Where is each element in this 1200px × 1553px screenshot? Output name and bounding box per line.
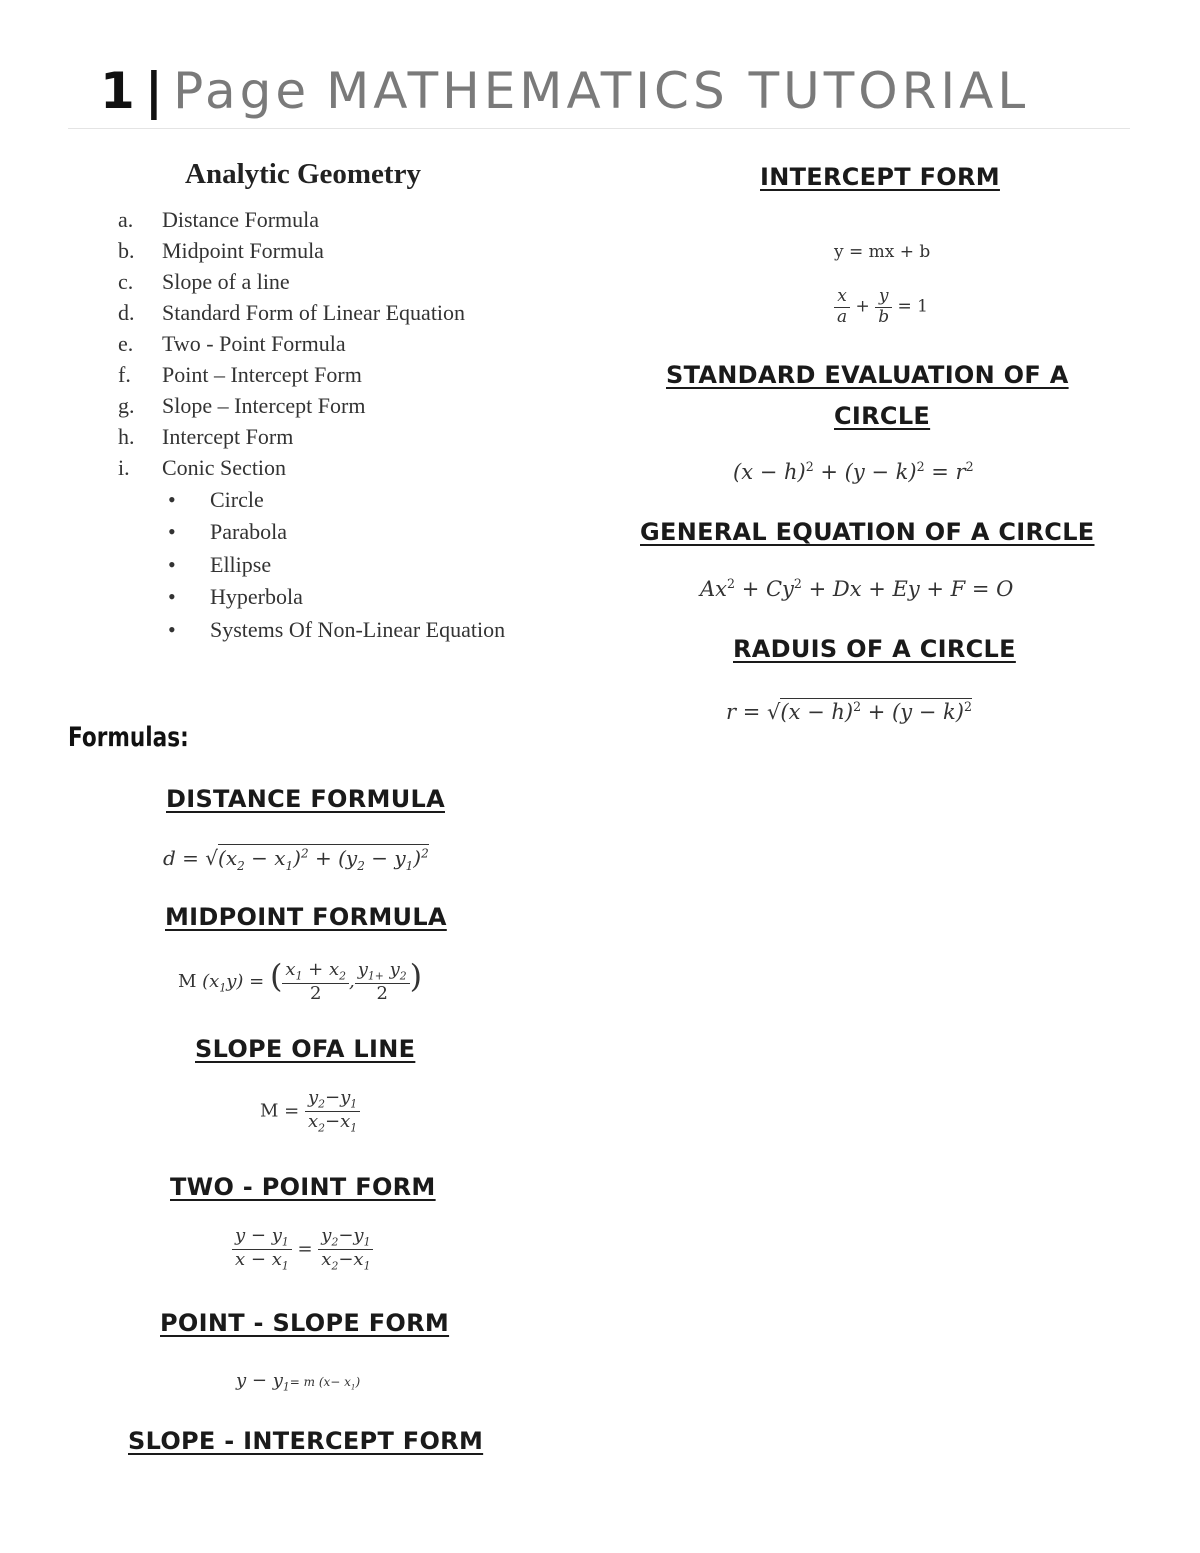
distance-formula-heading: DISTANCE FORMULA (166, 785, 445, 813)
toc-subitem: • Ellipse (168, 552, 272, 577)
point-slope-form-heading: POINT - SLOPE FORM (160, 1309, 450, 1337)
toc-item: f. Point – Intercept Form (118, 362, 362, 387)
page-number: 1 (100, 62, 139, 120)
midpoint-formula-heading: MIDPOINT FORMULA (165, 903, 447, 931)
general-circle-equation: $Ax^2 + Cy^2 + Dx + Ey + F = O$ (700, 576, 1014, 601)
formulas-label: Formulas: (68, 722, 189, 753)
toc-title: Analytic Geometry (185, 158, 421, 190)
radius-circle-heading: RADUIS OF A CIRCLE (733, 635, 1016, 663)
header-divider (68, 128, 1130, 129)
slope-intercept-form-heading: SLOPE - INTERCEPT FORM (128, 1427, 484, 1455)
intercept-form-equation: $\frac{x}{a}$ + $\frac{y}{b}$ = 1 (834, 287, 928, 327)
standard-circle-heading-line2: CIRCLE (834, 402, 931, 430)
toc-subitem: • Parabola (168, 519, 287, 544)
slope-formula: M = $\frac{y_2-y_1}{x_2-x_1}$ (260, 1088, 360, 1135)
standard-circle-equation: $(x - h)^2 + (y - k)^2 = r^2$ (733, 459, 974, 484)
document-title: MATHEMATICS TUTORIAL (326, 62, 1030, 120)
toc-item: g. Slope – Intercept Form (118, 393, 366, 418)
page-word: Page (173, 62, 311, 120)
header-separator: | (144, 62, 168, 120)
toc-subitem: • Systems Of Non-Linear Equation (168, 617, 506, 642)
distance-formula: $d = √(x_2 - x_1)^2 + (y_2 - y_1)^2$ (163, 846, 429, 873)
radius-circle-equation: $r = √(x - h)^2 + (y - k)^2$ (726, 699, 972, 724)
intercept-form-heading: INTERCEPT FORM (760, 163, 1000, 191)
slope-intercept-equation: y = mx + b (834, 242, 931, 262)
point-slope-formula: $y - y_1= m$ $(x- x_1)$ (236, 1370, 361, 1394)
slope-formula-heading: SLOPE OFA LINE (195, 1035, 416, 1063)
toc-subitem: • Hyperbola (168, 584, 303, 609)
toc-item: e. Two - Point Formula (118, 331, 346, 356)
general-circle-heading: GENERAL EQUATION OF A CIRCLE (640, 518, 1095, 546)
toc-subitem: • Circle (168, 487, 264, 512)
toc-item: h. Intercept Form (118, 424, 294, 449)
toc-item: d. Standard Form of Linear Equation (118, 300, 466, 325)
toc-item: i. Conic Section (118, 455, 287, 480)
toc-item: a. Distance Formula (118, 207, 320, 232)
two-point-form-heading: TWO - POINT FORM (170, 1173, 436, 1201)
toc-item: c. Slope of a line (118, 269, 290, 294)
page-header (100, 62, 1029, 120)
toc-item: b. Midpoint Formula (118, 238, 324, 263)
two-point-formula: $\frac{y - y_1}{x - x_1}$ = $\frac{y_2-y_1}{x_2-x_1}$ (232, 1226, 373, 1273)
standard-circle-heading: STANDARD EVALUATION OF A (666, 361, 1069, 389)
midpoint-formula: M $(x_1y)$ = ( $\frac{x_1 + x_2}{2}$ , $\frac{y_{1+} y_2}{2}$ ) (178, 957, 423, 1004)
